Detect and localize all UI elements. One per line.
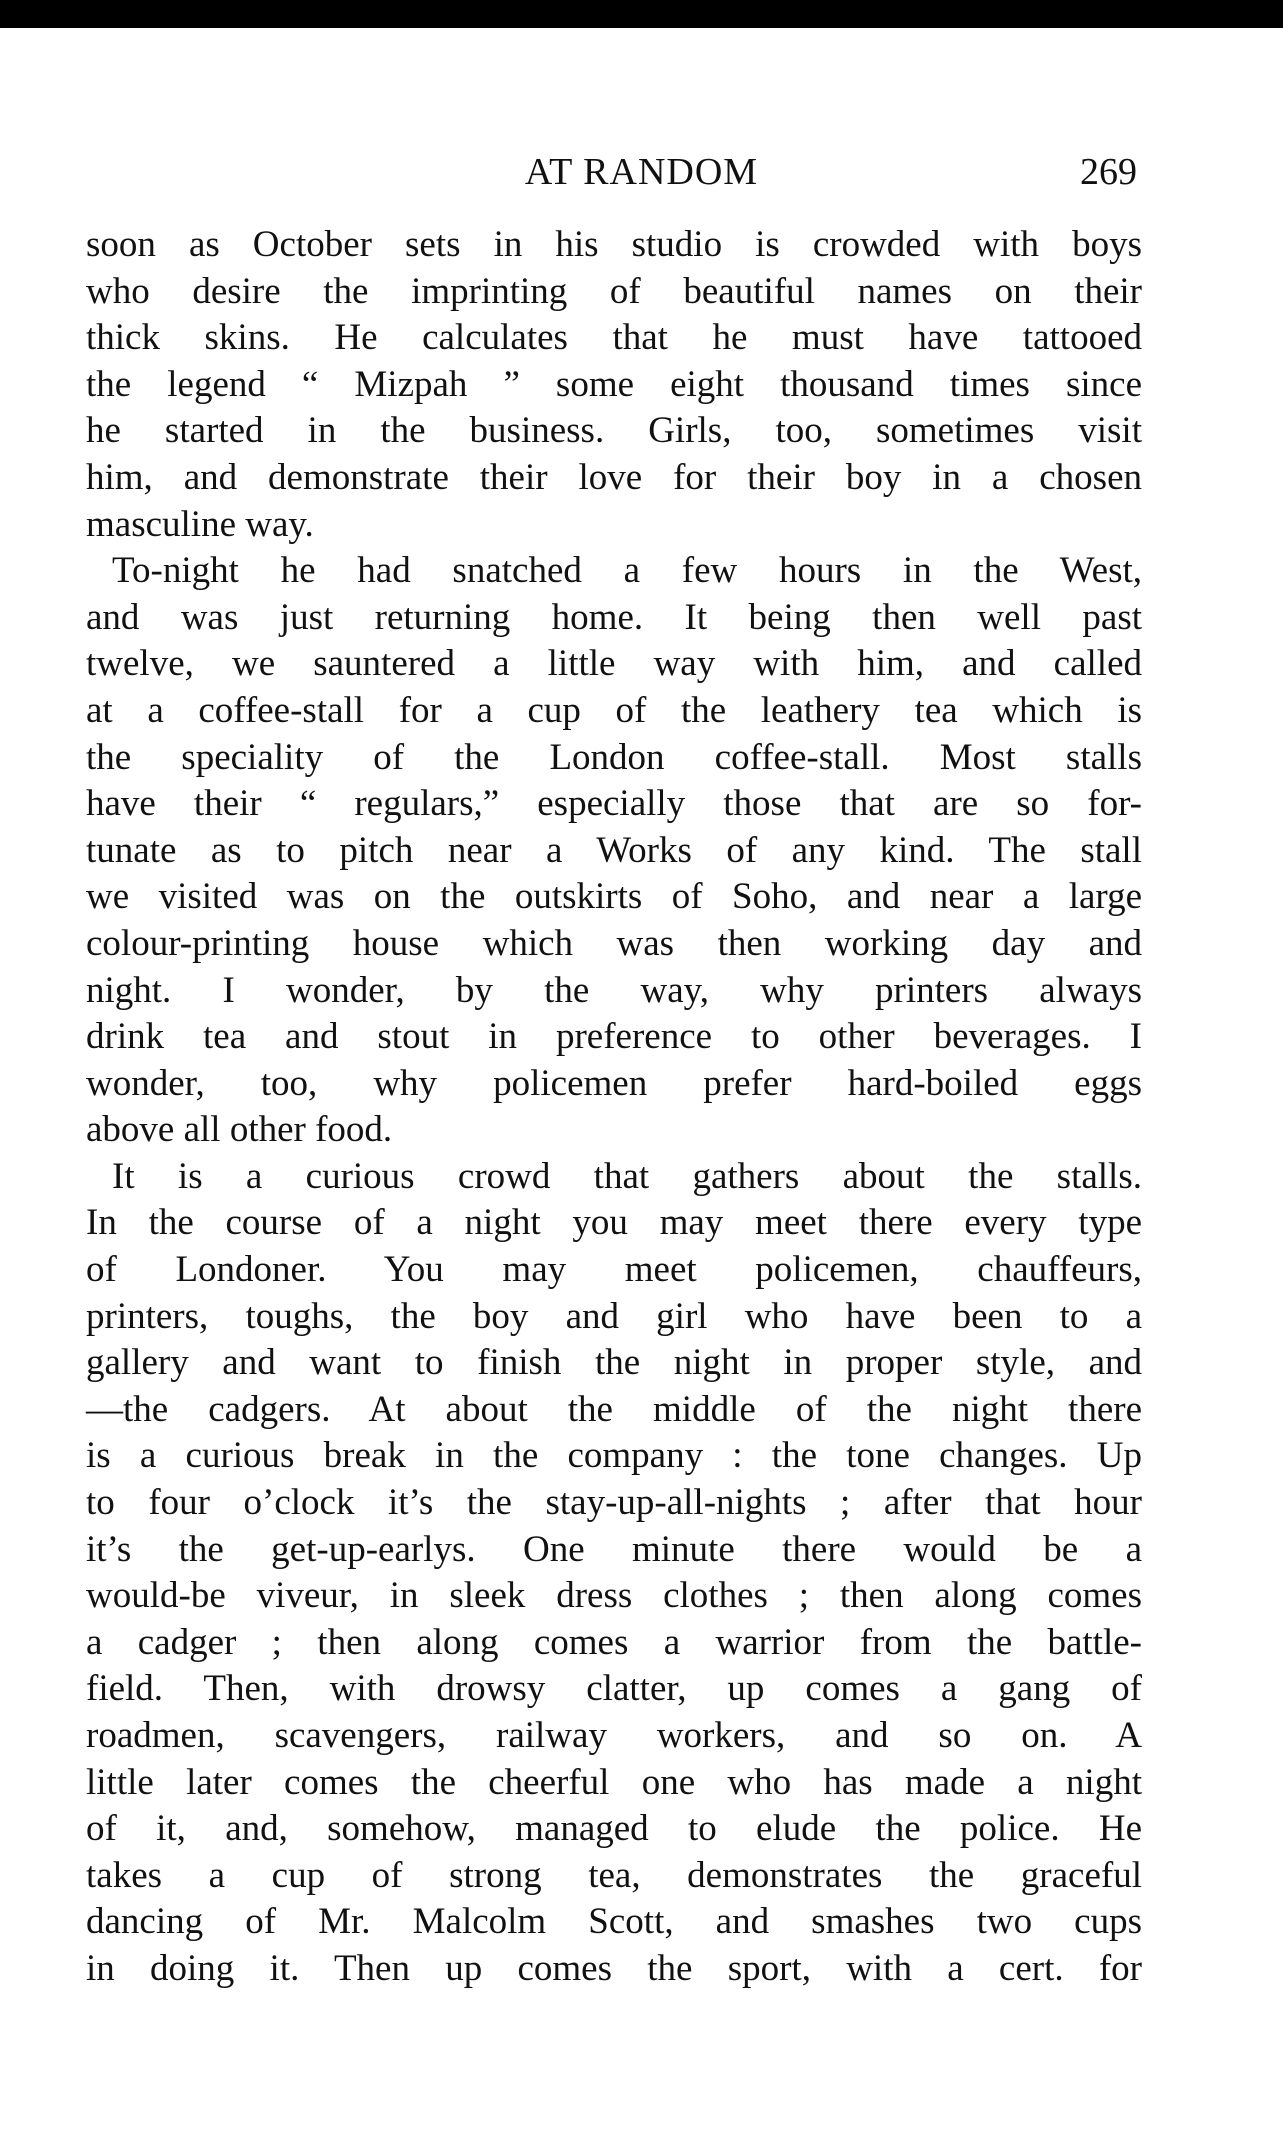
text-line: wonder, too, why policemen prefer hard-boiled eggs	[86, 1062, 1142, 1104]
text-line: the legend “ Mizpah ” some eight thousand times since	[86, 363, 1142, 405]
text-line: roadmen, scavengers, railway workers, and so on. A	[86, 1715, 1142, 1756]
text-line: in doing it. Then up comes the sport, with a cert. for	[86, 1947, 1142, 1989]
text-line: takes a cup of strong tea, demonstrates the graceful	[86, 1854, 1142, 1896]
text-line: colour-printing house which was then working day and	[86, 922, 1142, 964]
scan-edge-bar	[0, 0, 1283, 28]
text-line: who desire the imprinting of beautiful names on their	[86, 270, 1142, 312]
text-line: to four o’clock it’s the stay-up-all-nights ; after that hour	[86, 1482, 1142, 1524]
text-line: tunate as to pitch near a Works of any kind. The stall	[86, 829, 1142, 871]
text-line: It is a curious crowd that gathers about the stalls.	[112, 1155, 1142, 1197]
text-line: and was just returning home. It being then well past	[86, 596, 1142, 638]
text-line: printers, toughs, the boy and girl who have been to a	[86, 1295, 1142, 1337]
text-line: at a coffee-stall for a cup of the leathery tea which is	[86, 689, 1142, 731]
text-line: soon as October sets in his studio is crowded with boys	[86, 224, 1142, 265]
text-line: of Londoner. You may meet policemen, chauffeurs,	[86, 1249, 1142, 1291]
body-text	[86, 222, 1142, 1993]
text-line: the speciality of the London coffee-stall. Most stalls	[86, 736, 1142, 778]
text-line: masculine way.	[86, 503, 314, 545]
text-line: it’s the get-up-earlys. One minute there would be a	[86, 1528, 1142, 1570]
text-line: of it, and, somehow, managed to elude the police. He	[86, 1808, 1142, 1850]
text-line: night. I wonder, by the way, why printers always	[86, 969, 1142, 1011]
text-line: him, and demonstrate their love for their boy in a chosen	[86, 456, 1142, 498]
page-number: 269	[1080, 151, 1137, 193]
text-line: twelve, we sauntered a little way with him, and called	[86, 643, 1142, 685]
text-line: dancing of Mr. Malcolm Scott, and smashes two cups	[86, 1901, 1142, 1943]
text-line: —the cadgers. At about the middle of the night there	[86, 1388, 1142, 1430]
text-line: To-night he had snatched a few hours in the West,	[112, 550, 1142, 592]
text-line: gallery and want to finish the night in proper style, and	[86, 1342, 1142, 1384]
text-line: a cadger ; then along comes a warrior from the battle-	[86, 1621, 1142, 1663]
text-line: would-be viveur, in sleek dress clothes ; then along comes	[86, 1575, 1142, 1617]
text-line: drink tea and stout in preference to other beverages. I	[86, 1016, 1142, 1058]
text-line: have their “ regulars,” especially those that are so for-	[86, 783, 1142, 825]
text-line: he started in the business. Girls, too, sometimes visit	[86, 410, 1142, 452]
text-line: field. Then, with drowsy clatter, up comes a gang of	[86, 1668, 1142, 1710]
text-line: little later comes the cheerful one who has made a night	[86, 1761, 1142, 1803]
running-title: AT RANDOM	[524, 151, 759, 193]
text-line: thick skins. He calculates that he must have tattooed	[86, 317, 1142, 359]
text-line: we visited was on the outskirts of Soho, and near a large	[86, 876, 1142, 918]
text-line: is a curious break in the company : the tone changes. Up	[86, 1435, 1142, 1477]
text-line: above all other food.	[86, 1109, 393, 1151]
text-line: In the course of a night you may meet there every type	[86, 1202, 1142, 1244]
